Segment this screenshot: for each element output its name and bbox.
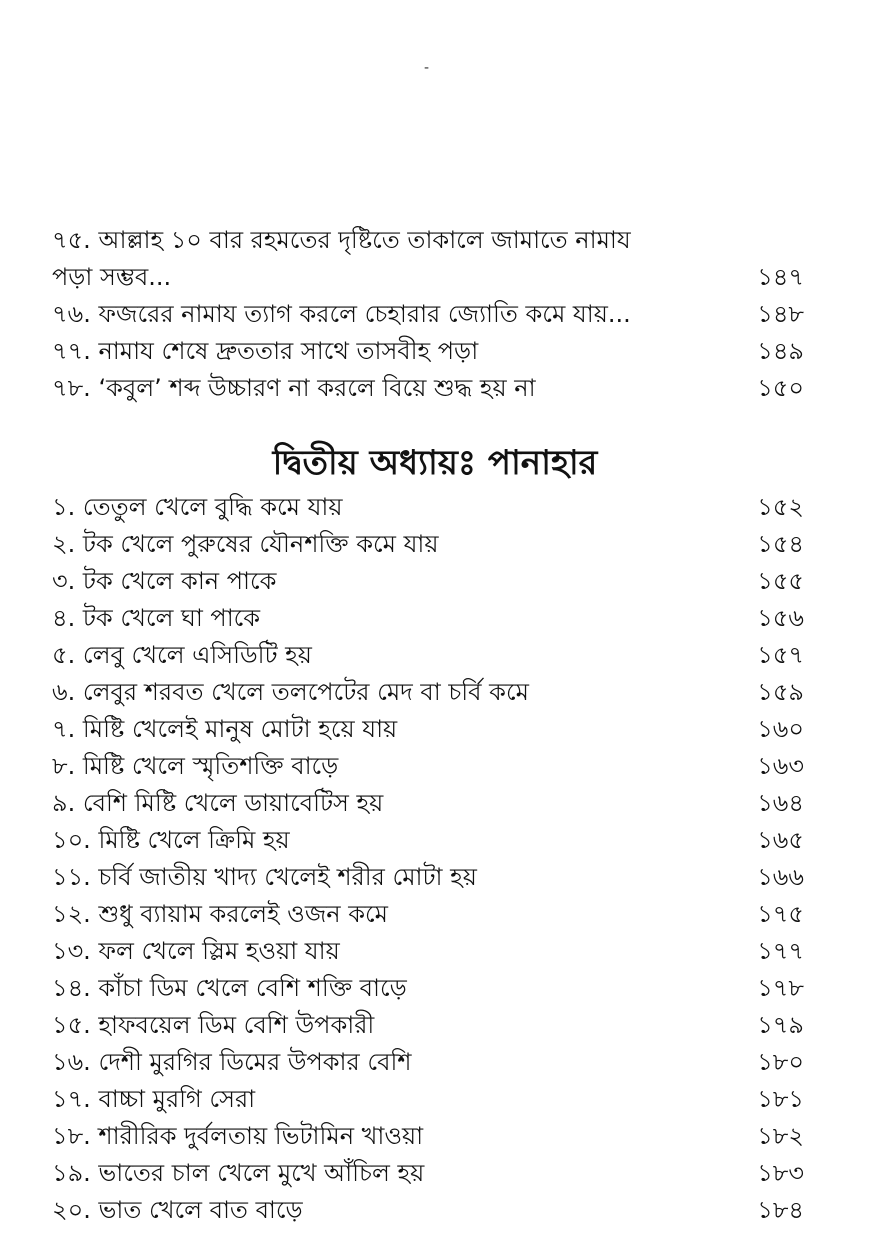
toc-entry-page: ১৭৮ bbox=[757, 974, 804, 1002]
toc-entry-title: বাচ্চা মুরগি সেরা bbox=[98, 1085, 256, 1113]
toc-entry-title: লেবুর শরবত খেলে তলপেটের মেদ বা চর্বি কমে bbox=[82, 678, 529, 706]
toc-entry-page: ১৫২ bbox=[757, 493, 804, 521]
toc-entry-page: ১৪৮ bbox=[757, 300, 804, 328]
toc-entry-page: ১৬৬ bbox=[757, 863, 804, 891]
toc-entry-title: ভাত খেলে বাত বাড়ে bbox=[98, 1196, 303, 1224]
toc-entry-title: টক খেলে পুরুষের যৌনশক্তি কমে যায় bbox=[82, 530, 439, 558]
toc-entry bbox=[52, 489, 804, 526]
toc-entry-title: ‘কবুল’ শব্দ উচ্চারণ না করলে বিয়ে শুদ্ধ হয় না bbox=[98, 374, 536, 402]
toc-entry-number: ১১. bbox=[52, 863, 91, 891]
toc-entry-number: ১৭. bbox=[52, 1085, 91, 1113]
toc-entry-page: ১৮৪ bbox=[757, 1196, 804, 1224]
toc-entry-page: ১৮২ bbox=[757, 1122, 804, 1150]
toc-entry-page: ১৪৯ bbox=[757, 337, 804, 365]
toc-entry-number: ৭. bbox=[52, 715, 76, 743]
toc-entry-page: ১৬৫ bbox=[757, 826, 804, 854]
toc-entry-title: দেশী মুরগির ডিমের উপকার বেশি bbox=[98, 1048, 412, 1076]
toc-entry-title: শারীরিক দুর্বলতায় ভিটামিন খাওয়া bbox=[98, 1122, 424, 1150]
toc-entry-title: লেবু খেলে এসিডিটি হয় bbox=[82, 641, 312, 669]
toc-entry-title: হাফবয়েল ডিম বেশি উপকারী bbox=[98, 1011, 375, 1039]
toc-entry bbox=[52, 296, 804, 333]
toc-entry-number: ১৩. bbox=[52, 937, 91, 965]
toc-entry-number: ১৪. bbox=[52, 974, 91, 1002]
toc-entry-page: ১৫০ bbox=[757, 374, 804, 402]
toc-entry-title: মিষ্টি খেলে ক্রিমি হয় bbox=[98, 826, 290, 854]
toc-entry bbox=[52, 370, 804, 407]
toc-entry-page: ১৭৯ bbox=[757, 1011, 804, 1039]
toc-entry-title: শুধু ব্যায়াম করলেই ওজন কমে bbox=[98, 900, 389, 928]
toc-entry-title: চর্বি জাতীয় খাদ্য খেলেই শরীর মোটা হয় bbox=[98, 863, 477, 891]
toc-entry-number: ৭৮. bbox=[52, 374, 91, 402]
toc-entry-number: ৬. bbox=[52, 678, 76, 706]
toc-entry-page: ১৮৩ bbox=[757, 1159, 804, 1187]
toc-entry-title: ফজরের নামায ত্যাগ করলে চেহারার জ্যোতি কমে যায়... bbox=[98, 300, 631, 328]
toc-entry-title: মিষ্টি খেলে স্মৃতিশক্তি বাড়ে bbox=[82, 752, 339, 780]
toc-entry-page: ১৪৭ bbox=[757, 263, 804, 291]
toc-entry-page: ১৮০ bbox=[757, 1048, 804, 1076]
toc-entry-number: ২০. bbox=[52, 1196, 91, 1224]
toc-entry-title: কাঁচা ডিম খেলে বেশি শক্তি বাড়ে bbox=[98, 974, 407, 1002]
toc-entry-title: বেশি মিষ্টি খেলে ডায়াবেটিস হয় bbox=[82, 789, 384, 817]
toc-entry-number: ১৬. bbox=[52, 1048, 91, 1076]
toc-entry bbox=[52, 1081, 804, 1118]
toc-entry-number: ৯. bbox=[52, 789, 76, 817]
toc-entry-title: আল্লাহ ১০ বার রহমতের দৃষ্টিতে তাকালে জামাতে নামায bbox=[98, 226, 631, 254]
toc-entry bbox=[52, 896, 804, 933]
toc-entry-page: ১৫৬ bbox=[757, 604, 804, 632]
toc-entry-number: ১৯. bbox=[52, 1159, 91, 1187]
toc-entry bbox=[52, 1155, 804, 1192]
toc-entry bbox=[52, 711, 804, 748]
toc-entry bbox=[52, 563, 804, 600]
toc-entry-title: মিষ্টি খেলেই মানুষ মোটা হয়ে যায় bbox=[82, 715, 398, 743]
toc-entry-number: ১৮. bbox=[52, 1122, 91, 1150]
toc-entry bbox=[52, 674, 804, 711]
toc-entry-page: ১৫৭ bbox=[757, 641, 804, 669]
toc-entry-page: ১৬৪ bbox=[757, 789, 804, 817]
toc-entry-number: ৮. bbox=[52, 752, 76, 780]
toc-entry-title: নামায শেষে দ্রুততার সাথে তাসবীহ পড়া bbox=[98, 337, 479, 365]
toc-entry-number: ৭৬. bbox=[52, 300, 91, 328]
toc-entry-number: ৭৫. bbox=[52, 226, 91, 254]
toc-entry-number: ৭৭. bbox=[52, 337, 91, 365]
toc-entry-number: ১. bbox=[52, 493, 76, 521]
toc-entry-number: ১৫. bbox=[52, 1011, 91, 1039]
toc-entry bbox=[52, 1044, 804, 1081]
toc-entry-title-line2: পড়া সম্ভব... bbox=[52, 263, 172, 291]
toc-entry bbox=[52, 822, 804, 859]
toc-entry-number: ৫. bbox=[52, 641, 76, 669]
toc-entry bbox=[52, 1192, 804, 1229]
toc-section-2 bbox=[52, 489, 804, 1229]
toc-entry-page: ১৫৯ bbox=[757, 678, 804, 706]
toc-entry-title: ভাতের চাল খেলে মুখে আঁচিল হয় bbox=[98, 1159, 425, 1187]
toc-entry-number: ১২. bbox=[52, 900, 91, 928]
toc-entry-title: তেতুল খেলে বুদ্ধি কমে যায় bbox=[82, 493, 343, 521]
toc-entry bbox=[52, 526, 804, 563]
toc-entry-number: ২. bbox=[52, 530, 76, 558]
toc-entry-number: ৩. bbox=[52, 567, 76, 595]
toc-entry-page: ১৭৭ bbox=[757, 937, 804, 965]
toc-entry-page: ১৬৩ bbox=[757, 752, 804, 780]
toc-entry bbox=[52, 637, 804, 674]
toc-entry-page: ১৭৫ bbox=[757, 900, 804, 928]
toc-entry bbox=[52, 600, 804, 637]
toc-entry-page: ১৫৫ bbox=[757, 567, 804, 595]
toc-entry bbox=[52, 222, 804, 296]
toc-entry-title-line1 bbox=[52, 222, 804, 259]
toc-entry bbox=[52, 1118, 804, 1155]
toc-entry bbox=[52, 748, 804, 785]
toc-entry-title: টক খেলে কান পাকে bbox=[82, 567, 277, 595]
toc-entry-number: ৪. bbox=[52, 604, 76, 632]
toc-entry-number: ১০. bbox=[52, 826, 91, 854]
toc-entry-title: টক খেলে ঘা পাকে bbox=[82, 604, 261, 632]
toc-entry bbox=[52, 859, 804, 896]
toc-entry-title: ফল খেলে স্লিম হওয়া যায় bbox=[98, 937, 340, 965]
toc-entry bbox=[52, 785, 804, 822]
toc-entry bbox=[52, 970, 804, 1007]
toc-entry bbox=[52, 1007, 804, 1044]
chapter-title: দ্বিতীয় অধ্যায়ঃ পানাহার bbox=[272, 443, 598, 483]
toc-entry-page: ১৫৪ bbox=[757, 530, 804, 558]
toc-section-1 bbox=[52, 222, 804, 407]
toc-entry-page: ১৬০ bbox=[757, 715, 804, 743]
toc-entry bbox=[52, 333, 804, 370]
page-mark: - bbox=[424, 60, 430, 76]
toc-entry-page: ১৮১ bbox=[757, 1085, 804, 1113]
toc-entry bbox=[52, 933, 804, 970]
